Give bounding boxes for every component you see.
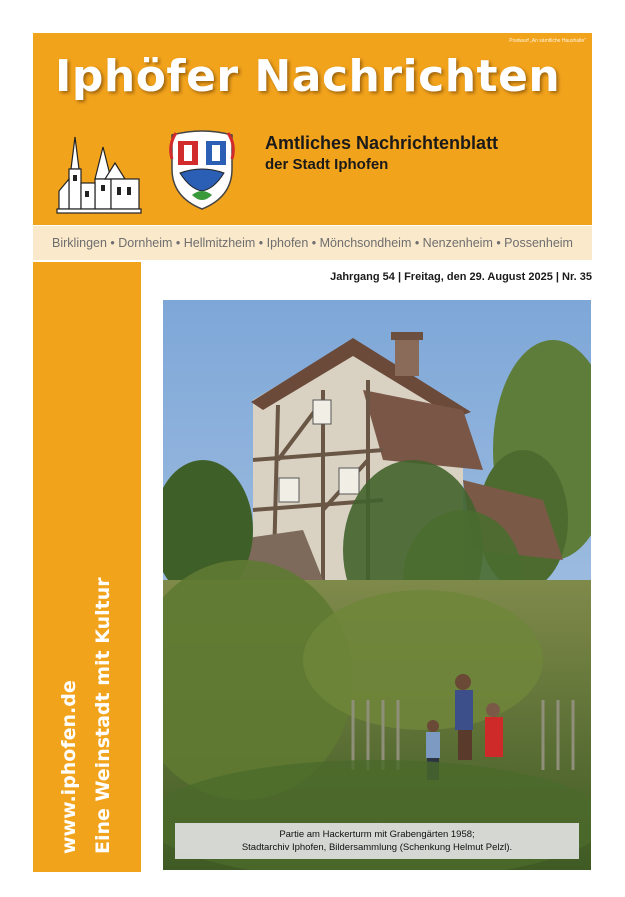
coat-of-arms-icon [164,129,240,211]
postal-note: Postwurf „An sämtliche Haushalte“ [509,38,586,44]
website-url-text[interactable]: www.iphofen.de [58,680,80,854]
side-bar [33,262,141,872]
villages-strip: Birklingen • Dornheim • Hellmitzheim • Iphofen • Mönchsondheim • Nenzenheim • Possenheim [33,226,592,260]
caption-line-1: Partie am Hackerturm mit Grabengärten 1958; [279,829,475,840]
cover-photo [163,300,591,870]
subtitle-city: der Stadt Iphofen [265,156,389,173]
masthead [33,33,592,225]
photo-caption [175,823,579,859]
issue-info: Jahrgang 54 | Freitag, den 29. August 2025 | Nr. 35 [330,271,592,283]
newspaper-title: Iphöfer Nachrichten [55,51,561,102]
church-logo-icon [55,129,143,215]
cover-photo-image [163,300,591,870]
city-motto-text: Eine Weinstadt mit Kultur [92,577,114,854]
caption-line-2: Stadtarchiv Iphofen, Bildersammlung (Schenkung Helmut Pelzl). [241,842,513,853]
subtitle-official-bulletin: Amtliches Nachrichtenblatt [265,133,499,153]
